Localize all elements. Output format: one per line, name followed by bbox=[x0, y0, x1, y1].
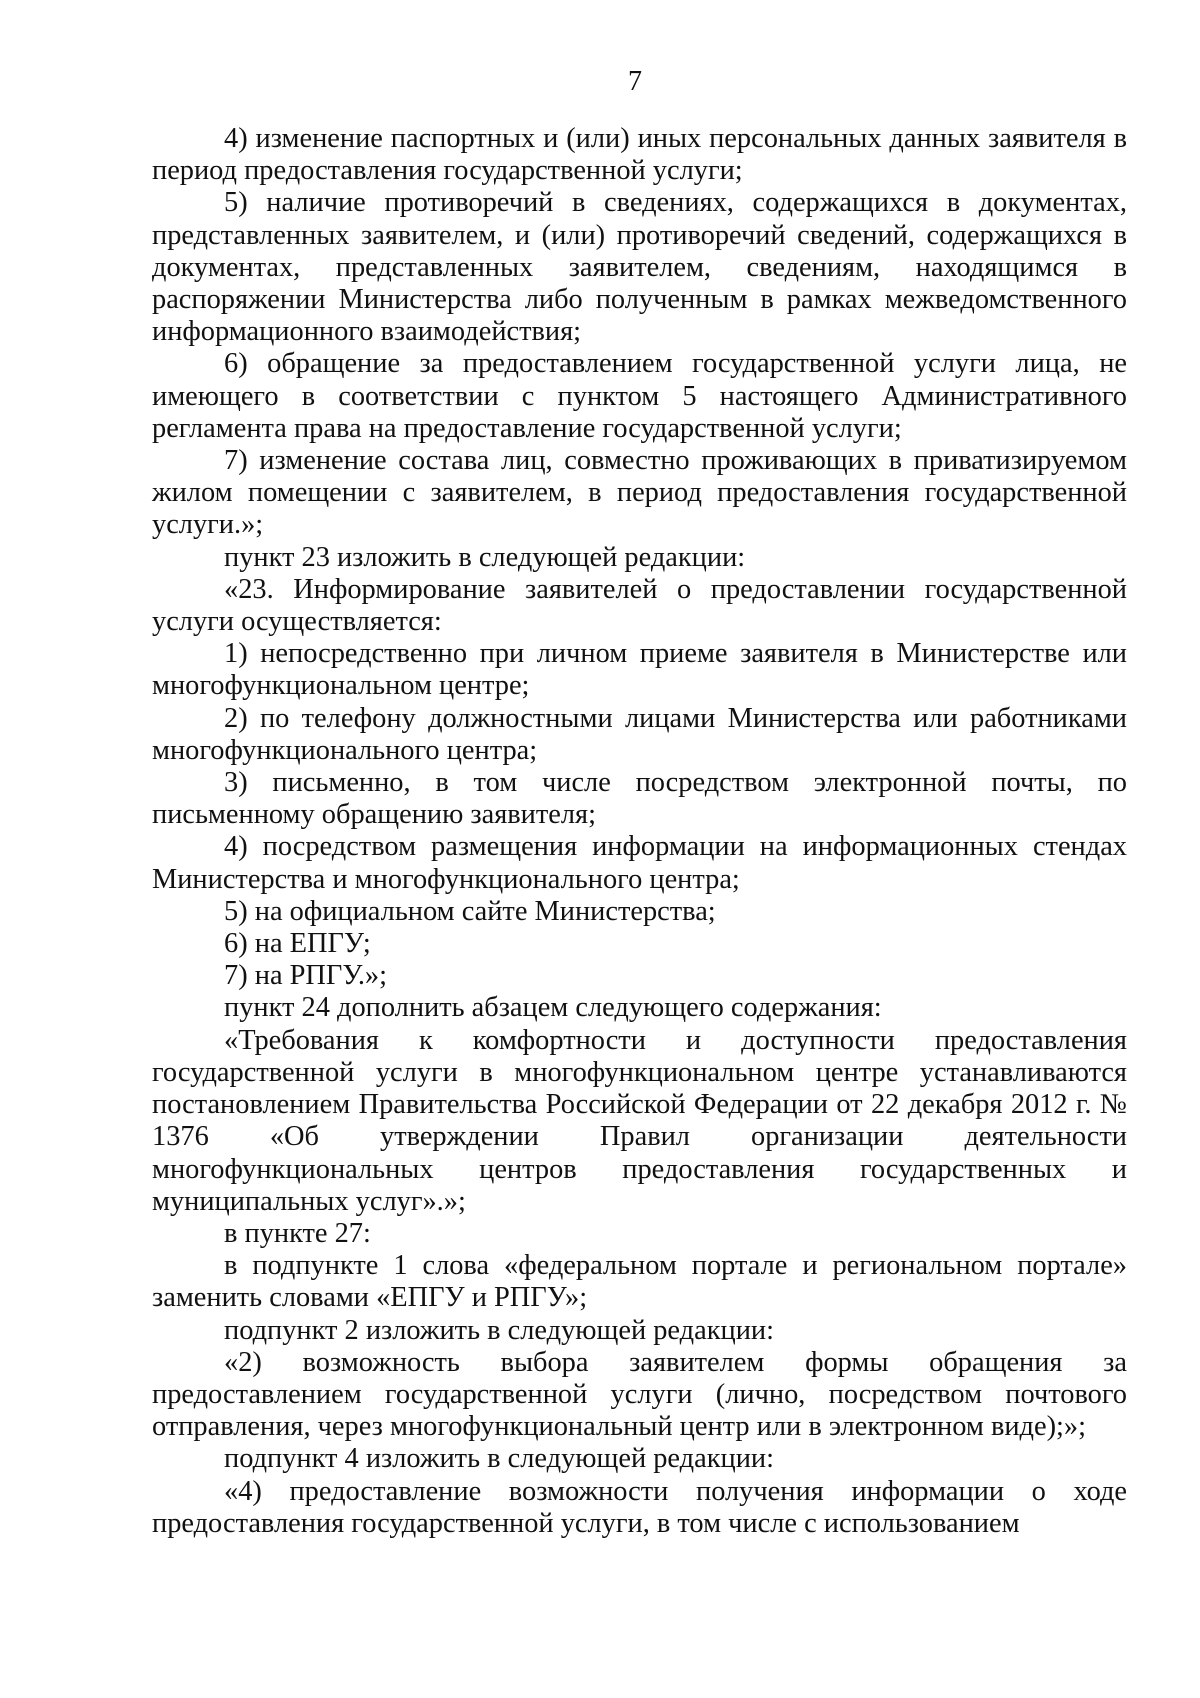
paragraph-clause-23-item-1: 1) непосредственно при личном приеме заявителя в Министерстве или многофункциональном центре; bbox=[152, 638, 1127, 702]
paragraph-clause-27-sub-1: в подпункте 1 слова «федеральном портале и региональном портале» заменить словами «ЕПГУ и РПГУ»; bbox=[152, 1250, 1127, 1314]
paragraph-item-7: 7) изменение состава лиц, совместно проживающих в приватизируемом жилом помещении с заявителем, в период предоставления государственной услуги.»; bbox=[152, 445, 1127, 541]
paragraph-clause-27-sub-2: «2) возможность выбора заявителем формы обращения за предоставлением государственной услуги (лично, посредством почтового отправления, через многофункциональный центр или в электронном виде);»; bbox=[152, 1346, 1127, 1443]
paragraph-item-4: 4) изменение паспортных и (или) иных персональных данных заявителя в период предоставления государственной услуги; bbox=[152, 123, 1127, 187]
paragraph-clause-27-intro: в пункте 27: bbox=[224, 1217, 371, 1249]
paragraph-clause-23: «23. Информирование заявителей о предоставлении государственной услуги осуществляется: bbox=[152, 573, 1127, 638]
paragraph-clause-23-item-7: 7) на РПГУ.»; bbox=[224, 960, 387, 992]
paragraph-clause-27-sub-2-intro: подпункт 2 изложить в следующей редакции: bbox=[224, 1314, 774, 1346]
paragraph-clause-23-item-2: 2) по телефону должностными лицами Министерства или работниками многофункционального центра; bbox=[152, 702, 1127, 766]
paragraph-clause-27-sub-4-intro: подпункт 4 изложить в следующей редакции: bbox=[224, 1443, 774, 1475]
paragraph-clause-23-item-5: 5) на официальном сайте Министерства; bbox=[224, 895, 716, 927]
document-body bbox=[152, 123, 1127, 1540]
page-number: 7 bbox=[628, 66, 642, 97]
paragraph-clause-27-sub-4: «4) предоставление возможности получения информации о ходе предоставления государственной услуги, в том числе с использованием bbox=[152, 1475, 1127, 1539]
paragraph-clause-23-item-6: 6) на ЕПГУ; bbox=[224, 928, 371, 960]
paragraph-clause-23-intro: пункт 23 изложить в следующей редакции: bbox=[224, 541, 746, 573]
paragraph-item-5: 5) наличие противоречий в сведениях, содержащихся в документах, представленных заявителем, и (или) противоречий сведений, содержащихся в документах, представленных заявителем, сведениям, находящимся в распоряжении Министерства либо полученным в рамках межведомственного информационного взаимодействия; bbox=[152, 187, 1127, 348]
paragraph-clause-24-intro: пункт 24 дополнить абзацем следующего содержания: bbox=[224, 992, 882, 1024]
paragraph-clause-24-addition: «Требования к комфортности и доступности предоставления государственной услуги в многофункциональном центре устанавливаются постановлением Правительства Российской Федерации от 22 декабря 2012 г. № 1376 «Об утверждении Правил организации деятельности многофункциональных центров предоставления государственных и муниципальных услуг».»; bbox=[152, 1024, 1127, 1217]
paragraph-item-6: 6) обращение за предоставлением государственной услуги лица, не имеющего в соответствии с пунктом 5 настоящего Административного регламента права на предоставление государственной услуги; bbox=[152, 348, 1127, 444]
paragraph-clause-23-item-3: 3) письменно, в том числе посредством электронной почты, по письменному обращению заявителя; bbox=[152, 767, 1127, 831]
paragraph-clause-23-item-4: 4) посредством размещения информации на информационных стендах Министерства и многофункционального центра; bbox=[152, 831, 1127, 895]
